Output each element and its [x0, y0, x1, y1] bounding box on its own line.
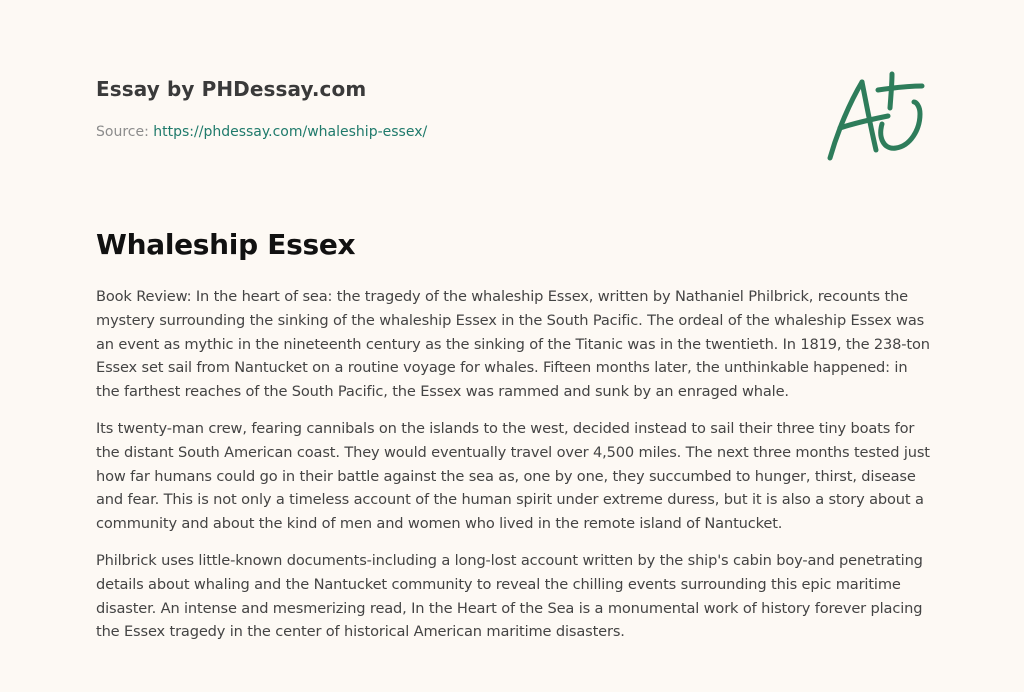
a-plus-grade-icon — [822, 68, 932, 168]
page-header — [96, 74, 656, 142]
essay-body — [96, 285, 932, 657]
essay-paragraph: Its twenty-man crew, fearing cannibals on the islands to the west, decided instead to sail their three tiny boats for the distant South American coast. They would eventually travel over 4,500 miles. The next three months tested just how far humans could go in their battle against the sea as, one by one, they succumbed to hunger, thirst, disease and fear. This is not only a timeless account of the human spirit under extreme duress, but it is also a story about a community and about the kind of men and women who lived in the remote island of Nantucket. — [96, 419, 930, 533]
essay-paragraph: Philbrick uses little-known documents-including a long-lost account written by the ship's cabin boy-and penetrating details about whaling and the Nantucket community to reveal the chilling events surrounding this epic maritime disaster. An intense and mesmerizing read, In the Heart of the Sea is a monumental work of history forever placing the Essex tragedy in the center of historical American maritime disasters. — [96, 551, 923, 641]
essay-paragraph: Book Review: In the heart of sea: the tragedy of the whaleship Essex, written by Nathaniel Philbrick, recounts the mystery surrounding the sinking of the whaleship Essex in the South Pacific. The ordeal of the whaleship Essex was an event as mythic in the nineteenth century as the sinking of the Titanic was in the twentieth. In 1819, the 238-ton Essex set sail from Nantucket on a routine voyage for whales. Fifteen months later, the unthinkable happened: in the farthest reaches of the South Pacific, the Essex was rammed and sunk by an enraged whale. — [96, 288, 930, 401]
source-line — [96, 122, 656, 142]
essay-title: Whaleship Essex — [96, 228, 356, 261]
site-title: Essay by PHDessay.com — [96, 77, 367, 101]
source-link[interactable]: https://phdessay.com/whaleship-essex/ — [153, 124, 428, 140]
source-label: Source: — [96, 124, 149, 140]
